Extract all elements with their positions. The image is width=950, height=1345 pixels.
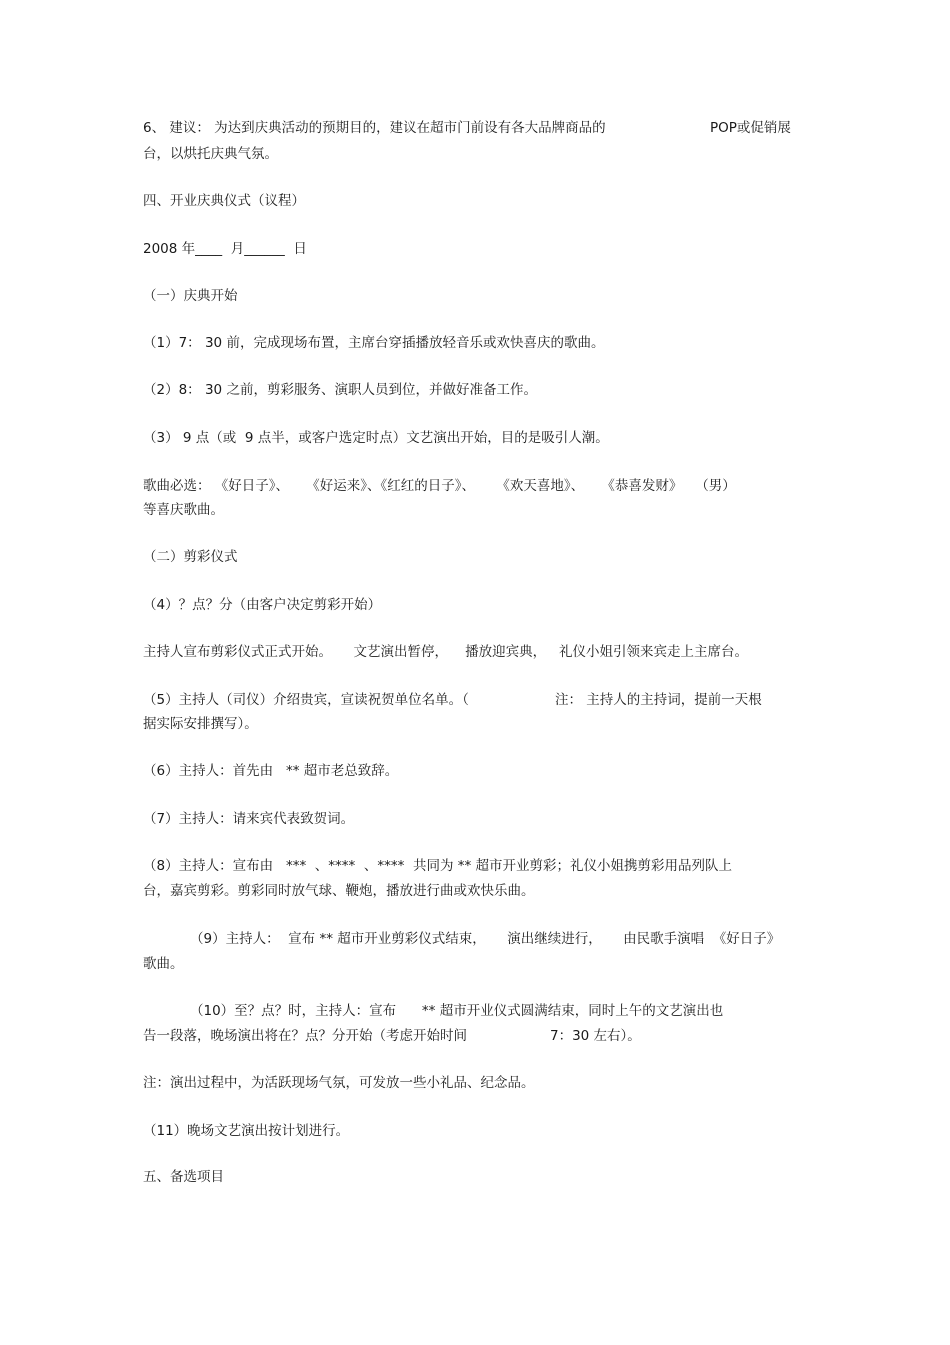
agenda-item — [143, 690, 762, 710]
text-segment: （5）主持人（司仪）介绍贵宾，宣读祝贺单位名单。（ — [143, 692, 469, 708]
agenda-item: （10）至？点？时，主持人：宣布 ** 超市开业仪式圆满结束，同时上午的文艺演出也 — [190, 1003, 724, 1019]
agenda-item: （9）主持人： 宣布 ** 超市开业剪彩仪式结束， 演出继续进行， 由民歌手演唱 《好日子》 — [190, 931, 781, 947]
text-line — [143, 118, 791, 138]
section-heading: 五、备选项目 — [143, 1169, 224, 1185]
text-line — [143, 1026, 641, 1046]
text-segment: 告一段落，晚场演出将在？点？分开始（考虑开始时间 — [143, 1028, 467, 1044]
agenda-item: （4）？点？分（由客户决定剪彩开始） — [143, 597, 382, 613]
agenda-item: （3） 9 点（或 9 点半，或客户选定时点）文艺演出开始，目的是吸引人潮。 — [143, 430, 609, 446]
text-segment: 注： 主持人的主持词，提前一天根 — [555, 692, 762, 708]
agenda-item: （1）7： 30 前，完成现场布置，主席台穿插播放轻音乐或欢快喜庆的歌曲。 — [143, 335, 605, 351]
text-line: 台，嘉宾剪彩。剪彩同时放气球、鞭炮，播放进行曲或欢快乐曲。 — [143, 883, 535, 899]
text-segment: 6、 建议： 为达到庆典活动的预期目的，建议在超市门前设有各大品牌商品的 — [143, 120, 606, 136]
text-line: 台，以烘托庆典气氛。 — [143, 146, 278, 162]
text-line: 等喜庆歌曲。 — [143, 502, 224, 518]
text-line: 歌曲。 — [143, 956, 184, 972]
subsection-heading: （一）庆典开始 — [143, 288, 238, 304]
agenda-item: （11）晚场文艺演出按计划进行。 — [143, 1123, 350, 1139]
note-line: 注：演出过程中，为活跃现场气氛，可发放一些小礼品、纪念品。 — [143, 1075, 535, 1091]
text-line: 主持人宣布剪彩仪式正式开始。 文艺演出暂停， 播放迎宾典， 礼仪小姐引领来宾走上主席台。 — [143, 644, 748, 660]
text-line: 歌曲必选： 《好日子》、 《好运来》、《红红的日子》、 《欢天喜地》、 《恭喜发财》 （男） — [143, 478, 736, 494]
section-heading: 四、开业庆典仪式（议程） — [143, 193, 305, 209]
text-segment: 7：30 左右）。 — [550, 1028, 641, 1044]
agenda-item: （6）主持人：首先由 ** 超市老总致辞。 — [143, 763, 399, 779]
agenda-item: （7）主持人：请来宾代表致贺词。 — [143, 811, 355, 827]
agenda-item: （2）8： 30 之前，剪彩服务、演职人员到位，并做好准备工作。 — [143, 382, 537, 398]
agenda-item: （8）主持人：宣布由 *** 、**** 、**** 共同为 ** 超市开业剪彩；礼仪小姐携剪彩用品列队上 — [143, 858, 733, 874]
text-line: 据实际安排撰写）。 — [143, 716, 258, 732]
text-segment: POP或促销展 — [710, 120, 791, 136]
subsection-heading: （二）剪彩仪式 — [143, 549, 238, 565]
date-line: 2008 年____ 月______ 日 — [143, 241, 307, 257]
